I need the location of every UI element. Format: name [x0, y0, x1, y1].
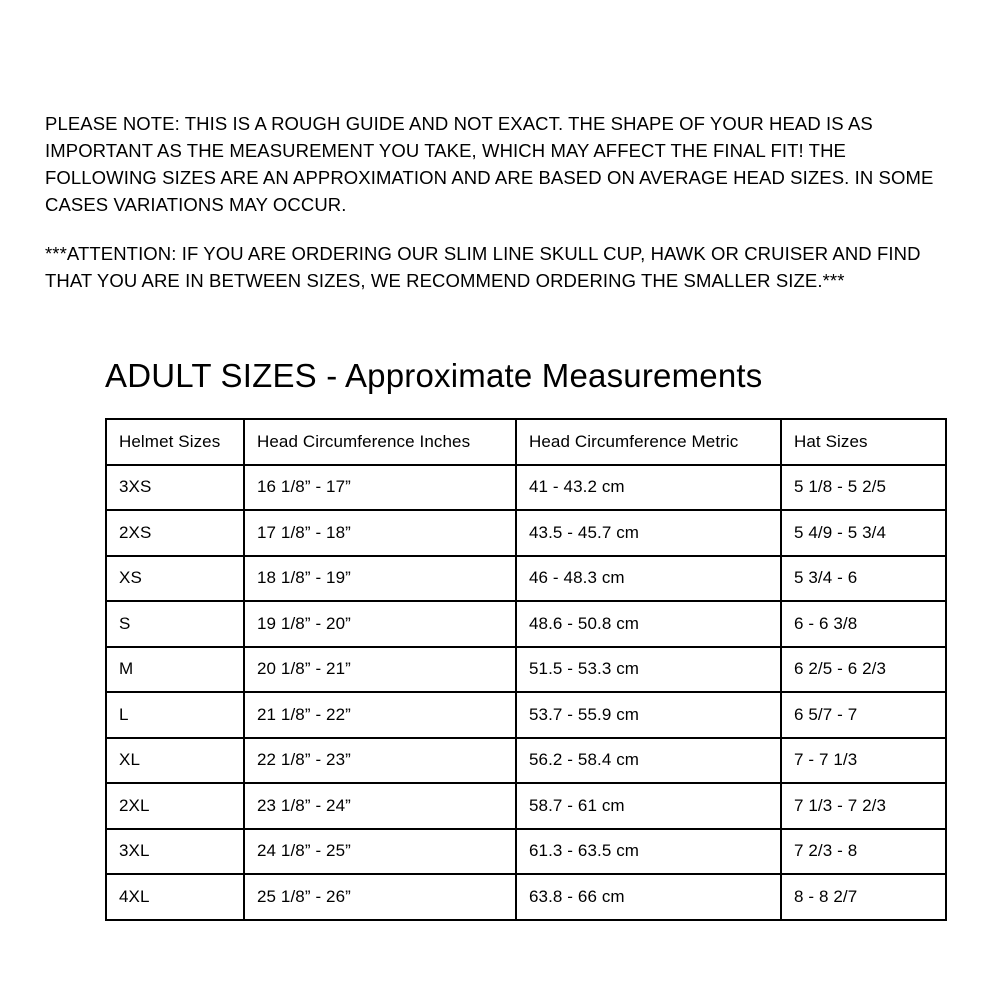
column-header-head-circumference-metric: Head Circumference Metric: [516, 419, 781, 465]
table-row: [106, 738, 946, 784]
cell-helmet-size: M: [106, 647, 244, 693]
table-row: [106, 601, 946, 647]
column-header-helmet-sizes: Helmet Sizes: [106, 419, 244, 465]
cell-hat-size: 5 1/8 - 5 2/5: [781, 465, 946, 511]
cell-helmet-size: 2XS: [106, 510, 244, 556]
cell-inches: 17 1/8” - 18”: [244, 510, 516, 556]
cell-hat-size: 6 - 6 3/8: [781, 601, 946, 647]
cell-helmet-size: 2XL: [106, 783, 244, 829]
table-row: [106, 647, 946, 693]
table-row: [106, 874, 946, 920]
cell-metric: 61.3 - 63.5 cm: [516, 829, 781, 875]
table-row: [106, 692, 946, 738]
cell-hat-size: 7 1/3 - 7 2/3: [781, 783, 946, 829]
note-paragraph-general: PLEASE NOTE: THIS IS A ROUGH GUIDE AND NOT EXACT. THE SHAPE OF YOUR HEAD IS AS IMPORTANT AS THE MEASUREMENT YOU TAKE, WHICH MAY AFFECT THE FINAL FIT! THE FOLLOWING SIZES ARE AN APPROXIMATION AND ARE BASED ON AVERAGE HEAD SIZES. IN SOME CASES VARIATIONS MAY OCCUR.: [45, 113, 934, 215]
cell-inches: 23 1/8” - 24”: [244, 783, 516, 829]
cell-metric: 51.5 - 53.3 cm: [516, 647, 781, 693]
cell-hat-size: 7 2/3 - 8: [781, 829, 946, 875]
table-row: [106, 829, 946, 875]
table-header: [106, 419, 946, 465]
cell-helmet-size: 4XL: [106, 874, 244, 920]
table-header-row: [106, 419, 946, 465]
cell-inches: 25 1/8” - 26”: [244, 874, 516, 920]
cell-inches: 21 1/8” - 22”: [244, 692, 516, 738]
table-row: [106, 465, 946, 511]
table-row: [106, 510, 946, 556]
cell-inches: 19 1/8” - 20”: [244, 601, 516, 647]
note-paragraph-attention: ***ATTENTION: IF YOU ARE ORDERING OUR SLIM LINE SKULL CUP, HAWK OR CRUISER AND FIND THAT YOU ARE IN BETWEEN SIZES, WE RECOMMEND ORDERING THE SMALLER SIZE.***: [45, 243, 921, 291]
cell-metric: 46 - 48.3 cm: [516, 556, 781, 602]
cell-metric: 41 - 43.2 cm: [516, 465, 781, 511]
table-row: [106, 556, 946, 602]
cell-helmet-size: L: [106, 692, 244, 738]
cell-hat-size: 7 - 7 1/3: [781, 738, 946, 784]
cell-metric: 63.8 - 66 cm: [516, 874, 781, 920]
cell-metric: 43.5 - 45.7 cm: [516, 510, 781, 556]
table-row: [106, 783, 946, 829]
cell-hat-size: 8 - 8 2/7: [781, 874, 946, 920]
cell-inches: 16 1/8” - 17”: [244, 465, 516, 511]
cell-helmet-size: XL: [106, 738, 244, 784]
cell-metric: 53.7 - 55.9 cm: [516, 692, 781, 738]
size-chart-table: [105, 418, 947, 921]
cell-inches: 22 1/8” - 23”: [244, 738, 516, 784]
cell-inches: 24 1/8” - 25”: [244, 829, 516, 875]
cell-hat-size: 5 4/9 - 5 3/4: [781, 510, 946, 556]
column-header-hat-sizes: Hat Sizes: [781, 419, 946, 465]
notes-section: [45, 110, 955, 294]
cell-inches: 18 1/8” - 19”: [244, 556, 516, 602]
column-header-head-circumference-inches: Head Circumference Inches: [244, 419, 516, 465]
cell-hat-size: 6 2/5 - 6 2/3: [781, 647, 946, 693]
cell-metric: 58.7 - 61 cm: [516, 783, 781, 829]
cell-hat-size: 5 3/4 - 6: [781, 556, 946, 602]
page-title: ADULT SIZES - Approximate Measurements: [105, 357, 763, 394]
cell-helmet-size: S: [106, 601, 244, 647]
cell-helmet-size: 3XS: [106, 465, 244, 511]
cell-metric: 56.2 - 58.4 cm: [516, 738, 781, 784]
cell-metric: 48.6 - 50.8 cm: [516, 601, 781, 647]
cell-inches: 20 1/8” - 21”: [244, 647, 516, 693]
cell-hat-size: 6 5/7 - 7: [781, 692, 946, 738]
cell-helmet-size: XS: [106, 556, 244, 602]
table-body: [106, 465, 946, 920]
cell-helmet-size: 3XL: [106, 829, 244, 875]
